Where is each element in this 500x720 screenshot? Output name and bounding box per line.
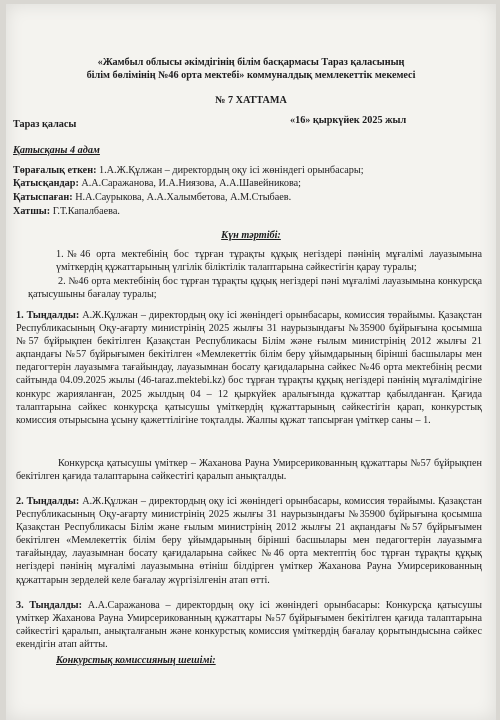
- agenda-item-1: 1.№46 орта мектебінің бос тұрған тұрақты құқық негіздері пәнінің мұғалімі лауазымына үміткердің құжаттарының үлгілік біліктілік талаптарына сәйкестігін қарау туралы;: [56, 249, 482, 274]
- section-1: [16, 309, 482, 427]
- agenda-item-2: 2. №46 орта мектебінің бос тұрған тұрақты құқық негіздері пәні мұғалімі лауазымына конкурсқа қатысушыны бағалау туралы;: [28, 276, 482, 301]
- absent-label: Қатыспаған:: [13, 192, 73, 203]
- chair-value: 1.А.Ж.Құлжан – директордың оқу ісі жөніндегі орынбасары;: [99, 165, 364, 176]
- secretary-value: Г.Т.Капалбаева.: [52, 206, 120, 217]
- org-name-line2: білім бөлімінің №46 орта мектебі» коммуналдық мемлекеттік мекемесі: [86, 70, 416, 81]
- participants-value: А.А.Саражанова, И.А.Ниязова, А.А.Шавейникова;: [81, 178, 301, 189]
- document-title: № 7 ХАТТАМА: [215, 95, 287, 106]
- section-3: [16, 599, 482, 651]
- chair-row: [13, 164, 364, 177]
- secretary-label: Хатшы:: [13, 206, 51, 217]
- agenda-heading: Күн тәртібі:: [221, 230, 281, 241]
- section-2: [16, 495, 482, 587]
- absent-row: [13, 191, 291, 204]
- org-name-line1: «Жамбыл облысы әкімдігінің білім басқармасы Тараз қаласының: [97, 57, 405, 68]
- section-2-label: 2. Тыңдалды:: [16, 496, 80, 507]
- document-page: [6, 4, 496, 720]
- section-2-text: А.Ж.Құлжан – директордың оқу ісі жөніндегі орынбасары, комиссия төрайымы. Қазақстан Республикасының Оқу-ағарту министрінің 2025 жылғы 31 наурызындағы №35900 бұйрығына қосымша Қазақстан Республикасы Білім және ғылым министрінің 2012 жылғы 21 ақпандағы №57 бұйрығымен бекітілген «Мемлекеттік білім беру ұйымдарының бірінші басшылары мен педагогтерін лауазымға тағайындау, лауазымнан босату қағидаларына сәйкес №46 орта мектептің бос тұрған тұрақты құқық негіздері пәнінің мұғалімі лауазымына өтініш білдірген үміткер Жаханова Рауна Умирсерикованның құжаттарын зерделей келе бағалау жүргізілгенін атап өтті.: [16, 496, 482, 586]
- participants-label: Қатысқандар:: [13, 178, 79, 189]
- absent-value: Н.А.Саурыкова, А.А.Халымбетова, А.М.Стыбаев.: [75, 192, 292, 203]
- present-count-heading: Қатысқаны 4 адам: [13, 145, 100, 156]
- document-date: «16» қыркүйек 2025 жыл: [290, 115, 407, 126]
- section-1-label: 1. Тыңдалды:: [16, 310, 80, 321]
- section-1-text: А.Ж.Құлжан – директордың оқу ісі жөніндегі орынбасары, комиссия төрайымы. Қазақстан Республикасының Оқу-ағарту министрінің 2025 жылғы 31 наурызындағы №35900 бұйрығына қосымша №57 бұйрықпен бекітілген Қазақстан Республикасы Білім және ғылым министрінің 2012 жылғы 21 ақпандағы №57 бұйрығымен бекітілген «Мемлекеттік білім беру ұйымдарының бірінші басшылары мен педагогтерін лауазымға тағайындау, лауазымнан босату қағидаларына сәйкес №46 орта мектебінің ресми сайтында 04.09.2025 жылы (46-taraz.mektebi.kz) бос тұрған тұрақты құқық негіздері пәнінің мұғалімдігіне конкурс жарияланған, 2025 жылдың 04 – 12 қыркүйек аралығында құжаттар қабылданған. Қағида талаптарына сәйкес конкурсқа қатысушы үміткердің құжаттарының сәйкестігін қарап, конкурстық комиссия отырысына ұсыну қажеттілігіне тоқталды. Жалпы құжат тапсырған үміткер саны – 1.: [16, 310, 482, 426]
- decision-heading: Конкурстық комиссияның шешімі:: [56, 655, 216, 666]
- secretary-row: [13, 205, 120, 218]
- section-1-note: Конкурсқа қатысушы үміткер – Жаханова Рауна Умирсерикованның құжаттары №57 бұйрықпен бекітілген қағида талаптарына сәйкестігі қаралып анықталды.: [16, 458, 482, 483]
- chair-label: Төрағалық еткен:: [13, 165, 97, 176]
- participants-row: [13, 177, 301, 190]
- section-3-text: А.А.Саражанова – директордың оқу ісі жөніндегі орынбасары: Конкурсқа қатысушы үміткер Жаханова Рауна Умирсерикованның құжаттары №57 бұйрығымен бекітілген қағида талаптарына сәйкестігі қаралып, анықталғанын және конкурстық комиссия үміткердің бағалау қорытындысына сәйкес екендігін атап айтты.: [16, 600, 482, 651]
- city-label: Тараз қаласы: [13, 119, 77, 130]
- section-3-label: 3. Тыңдалды:: [16, 600, 83, 611]
